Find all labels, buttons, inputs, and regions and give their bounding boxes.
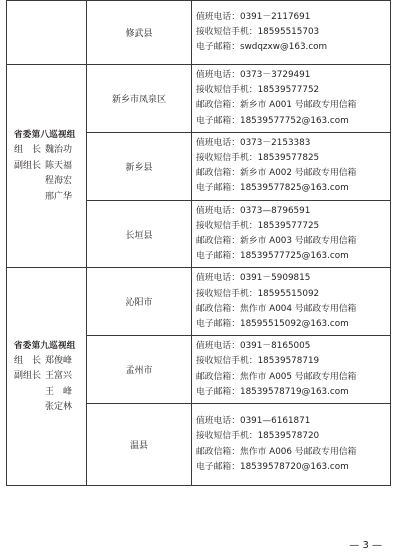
inspection-contact-table [6,0,391,486]
contact-info [192,65,391,133]
postal-box: 邮政信箱：焦作市 A005 号邮政专用信箱 [196,371,357,382]
page-number: — 3 — [349,540,382,551]
contact-info [192,268,391,336]
county-name: 沁阳市 [87,268,192,336]
email: 电子邮箱：18595515092@163.com [196,319,349,330]
sms-phone: 接收短信手机：18539577825 [196,153,320,164]
team-member: 程海宏 [45,176,73,187]
team-member: 副组长 陈天福 [14,160,73,171]
email: 电子邮箱：18539577752@163.com [196,115,349,126]
team-member: 组长 郑俊峰 [14,355,73,366]
table-row [7,1,391,65]
table-row [7,65,391,133]
county-name: 新乡市凤泉区 [87,65,192,133]
contact-info [192,132,391,200]
team-member: 组长 魏治功 [14,145,73,156]
email: 电子邮箱：swdqzxw@163.com [196,42,328,53]
duty-phone: 值班电话：0391－5909815 [196,273,311,284]
table-row [7,268,391,336]
contact-info [192,404,391,486]
team-title: 省委第九巡视组 [14,340,76,351]
team-9-cell [7,268,87,486]
duty-phone: 值班电话：0391－2117691 [196,11,311,22]
duty-phone: 值班电话：0391－8165005 [196,341,311,352]
county-name: 修武县 [87,1,192,65]
contact-info [192,200,391,268]
duty-phone: 值班电话：0391—6161871 [196,416,311,427]
duty-phone: 值班电话：0373—8796591 [196,205,311,216]
team-8-cell [7,65,87,268]
duty-phone: 值班电话：0373－3729491 [196,70,311,80]
county-name: 温县 [87,404,192,486]
sms-phone: 接收短信手机：18539577752 [196,85,320,96]
contact-info [192,1,391,65]
team-member: 邢广华 [45,191,73,202]
postal-box: 邮政信箱：焦作市 A006 号邮政专用信箱 [196,446,357,457]
team-title: 省委第八巡视组 [14,130,76,141]
email: 电子邮箱：18539578719@163.com [196,386,349,397]
team-cell-empty [7,1,87,65]
team-member: 副组长 王富兴 [14,371,73,382]
sms-phone: 接收短信手机：18539578720 [196,431,320,442]
duty-phone: 值班电话：0373－2153383 [196,137,311,148]
contact-info [192,336,391,404]
email: 电子邮箱：18539577825@163.com [196,183,349,194]
postal-box: 邮政信箱：新乡市 A001 号邮政专用信箱 [196,100,357,111]
sms-phone: 接收短信手机：18595515092 [196,288,320,299]
sms-phone: 接收短信手机：18595515703 [196,26,320,37]
postal-box: 邮政信箱：新乡市 A002 号邮政专用信箱 [196,168,357,179]
team-member: 王 峰 [45,386,73,397]
postal-box: 邮政信箱：新乡市 A003 号邮政专用信箱 [196,236,357,247]
county-name: 长垣县 [87,200,192,268]
county-name: 孟州市 [87,336,192,404]
email: 电子邮箱：18539577725@163.com [196,251,349,262]
county-name: 新乡县 [87,132,192,200]
team-member: 张定林 [45,402,73,413]
email: 电子邮箱：18539578720@163.com [196,461,349,472]
postal-box: 邮政信箱：焦作市 A004 号邮政专用信箱 [196,303,357,314]
sms-phone: 接收短信手机：18539578719 [196,356,320,367]
sms-phone: 接收短信手机：18539577725 [196,220,320,231]
